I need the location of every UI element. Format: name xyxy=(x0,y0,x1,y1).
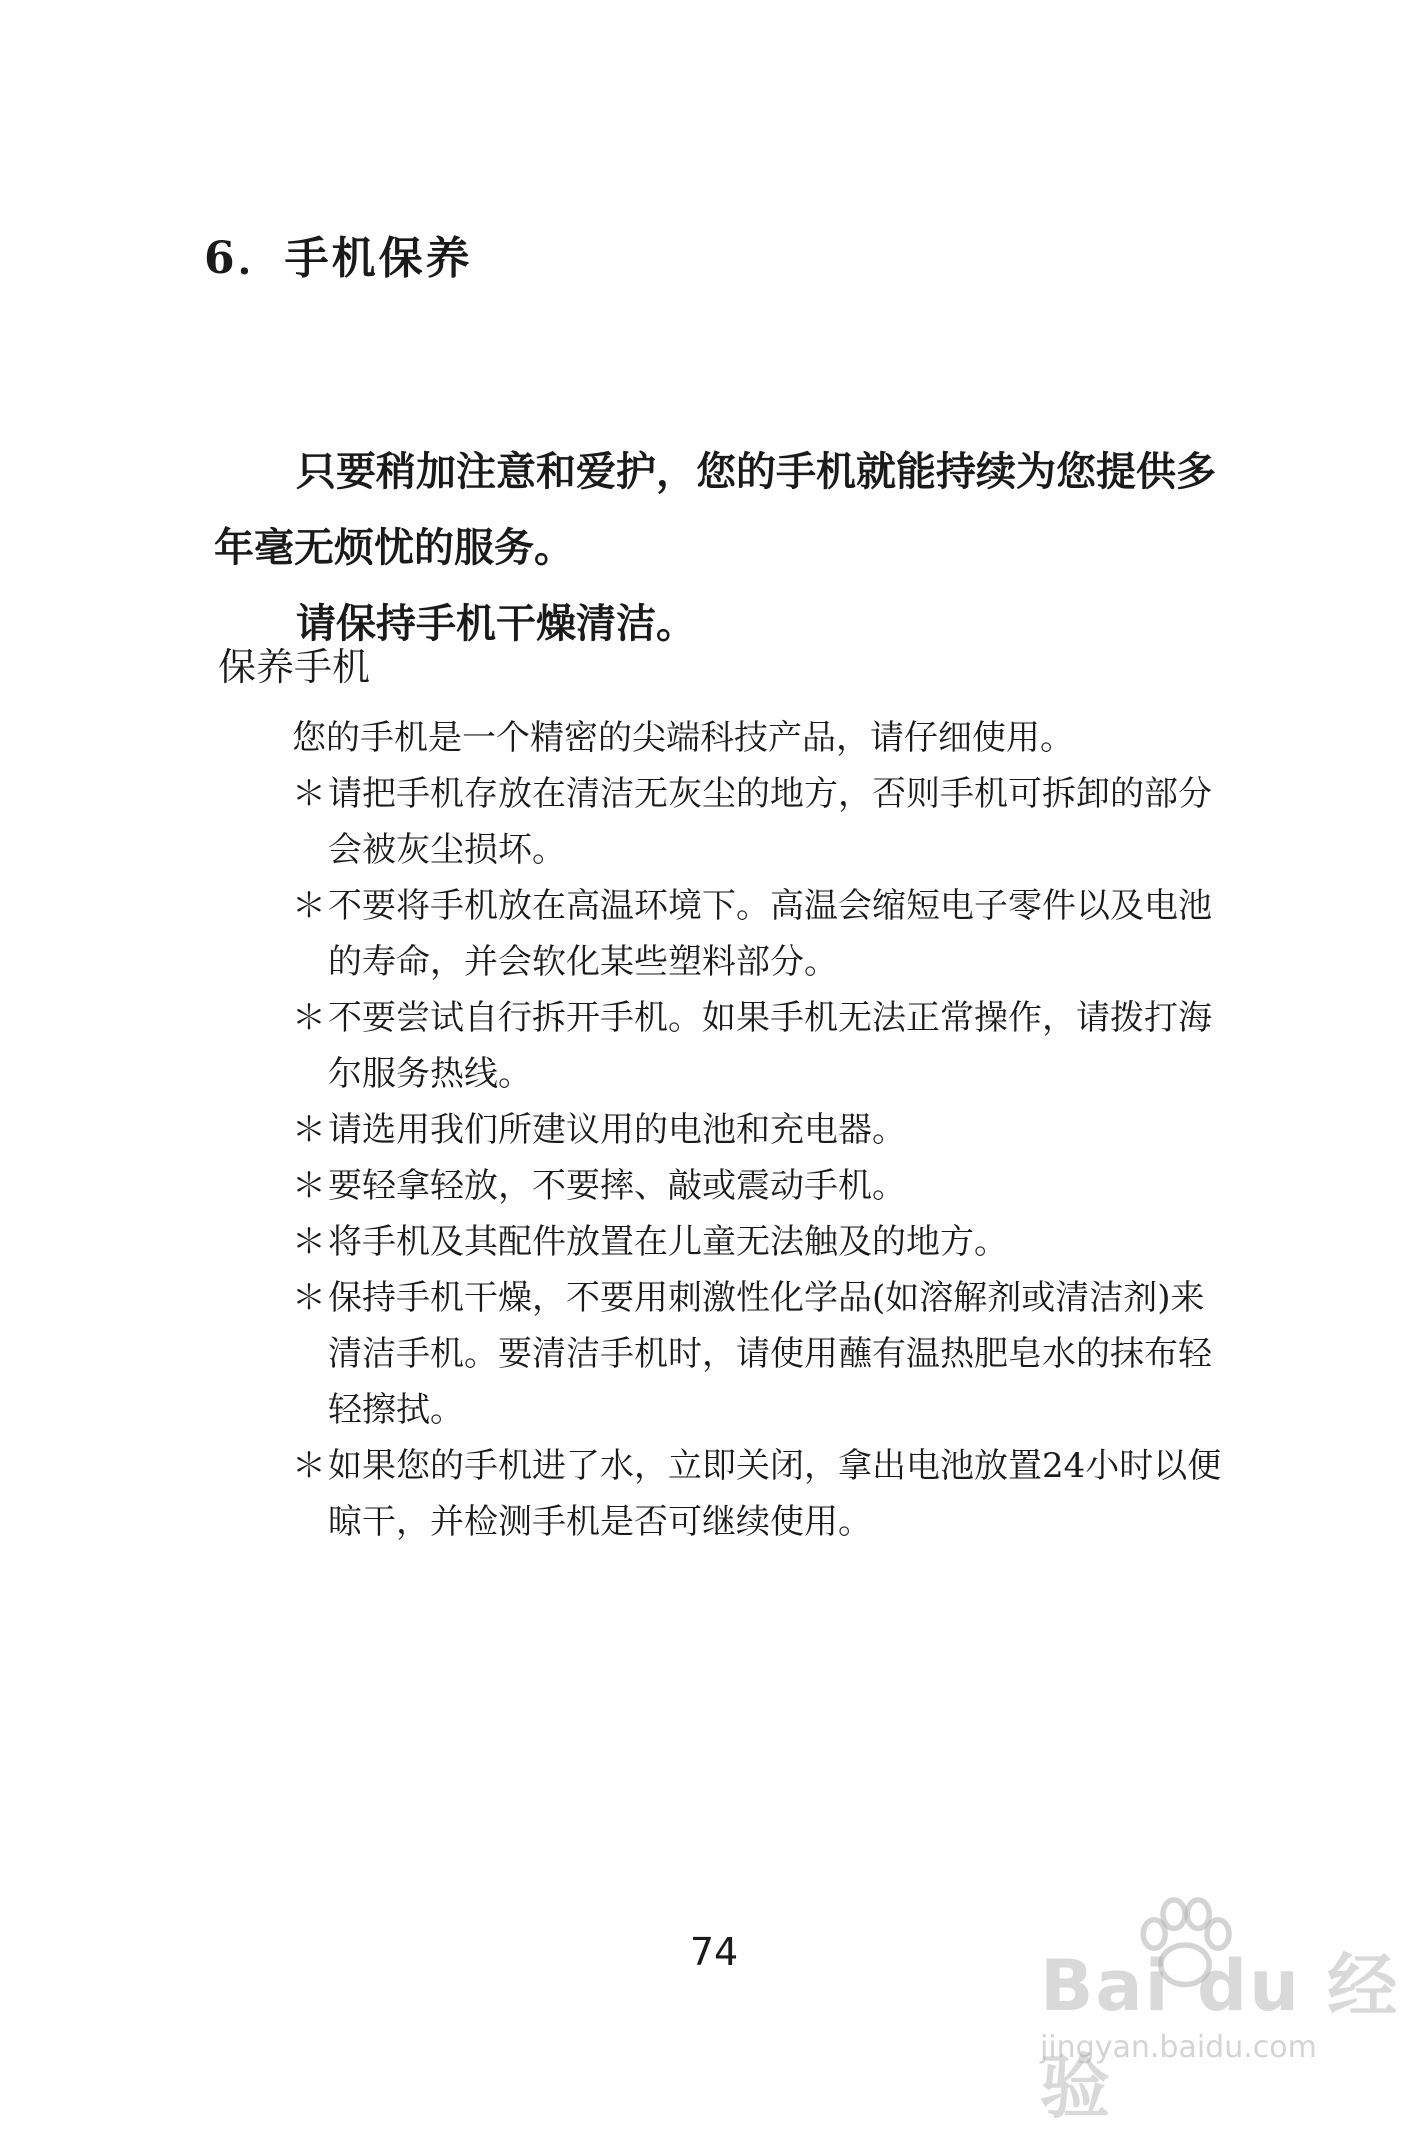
list-item xyxy=(292,1102,1236,1158)
intro-block xyxy=(214,434,1234,662)
asterisk-icon: ＊ xyxy=(292,886,326,926)
page-title: 6．手机保养 xyxy=(204,233,473,284)
list-item xyxy=(292,1158,1236,1214)
section-body xyxy=(292,710,1236,1550)
asterisk-icon: ＊ xyxy=(292,998,326,1038)
section-lead: 您的手机是一个精密的尖端科技产品，请仔细使用。 xyxy=(292,718,1074,758)
list-item-text: 请选用我们所建议用的电池和充电器。 xyxy=(328,1110,906,1150)
list-item xyxy=(292,1438,1236,1550)
asterisk-icon: ＊ xyxy=(292,774,326,814)
asterisk-icon: ＊ xyxy=(292,1278,326,1318)
list-item-text: 不要将手机放在高温环境下。高温会缩短电子零件以及电池的寿命，并会软化某些塑料部分。 xyxy=(328,886,1212,982)
list-item-text: 保持手机干燥，不要用刺激性化学品(如溶解剂或清洁剂)来清洁手机。要清洁手机时，请使用蘸有温热肥皂水的抹布轻轻擦拭。 xyxy=(328,1278,1212,1430)
asterisk-icon: ＊ xyxy=(292,1222,326,1262)
watermark-logo-text: Bai du 经验 xyxy=(1040,1945,1400,2128)
list-item-text: 请把手机存放在清洁无灰尘的地方，否则手机可拆卸的部分会被灰尘损坏。 xyxy=(328,774,1212,870)
intro-paragraph: 只要稍加注意和爱护，您的手机就能持续为您提供多年毫无烦忧的服务。 xyxy=(214,448,1216,571)
list-item xyxy=(292,878,1236,990)
list-item xyxy=(292,990,1236,1102)
section-heading: 保养手机 xyxy=(218,645,371,689)
page-number: 74 xyxy=(689,1930,739,1974)
list-item-text: 如果您的手机进了水，立即关闭，拿出电池放置24小时以便晾干，并检测手机是否可继续使用。 xyxy=(328,1446,1222,1542)
asterisk-icon: ＊ xyxy=(292,1446,326,1486)
baidu-jingyan-watermark xyxy=(1010,1890,1410,2128)
watermark-url: jingyan.baidu.com xyxy=(1040,2030,1317,2065)
list-item-text: 不要尝试自行拆开手机。如果手机无法正常操作，请拨打海尔服务热线。 xyxy=(328,998,1212,1094)
intro-paragraph: 请保持手机干燥清洁。 xyxy=(296,600,696,647)
list-item xyxy=(292,1214,1236,1270)
asterisk-icon: ＊ xyxy=(292,1166,326,1206)
care-list xyxy=(292,766,1236,1550)
list-item-text: 要轻拿轻放，不要摔、敲或震动手机。 xyxy=(328,1166,906,1206)
list-item xyxy=(292,1270,1236,1438)
asterisk-icon: ＊ xyxy=(292,1110,326,1150)
list-item xyxy=(292,766,1236,878)
list-item-text: 将手机及其配件放置在儿童无法触及的地方。 xyxy=(328,1222,1008,1262)
